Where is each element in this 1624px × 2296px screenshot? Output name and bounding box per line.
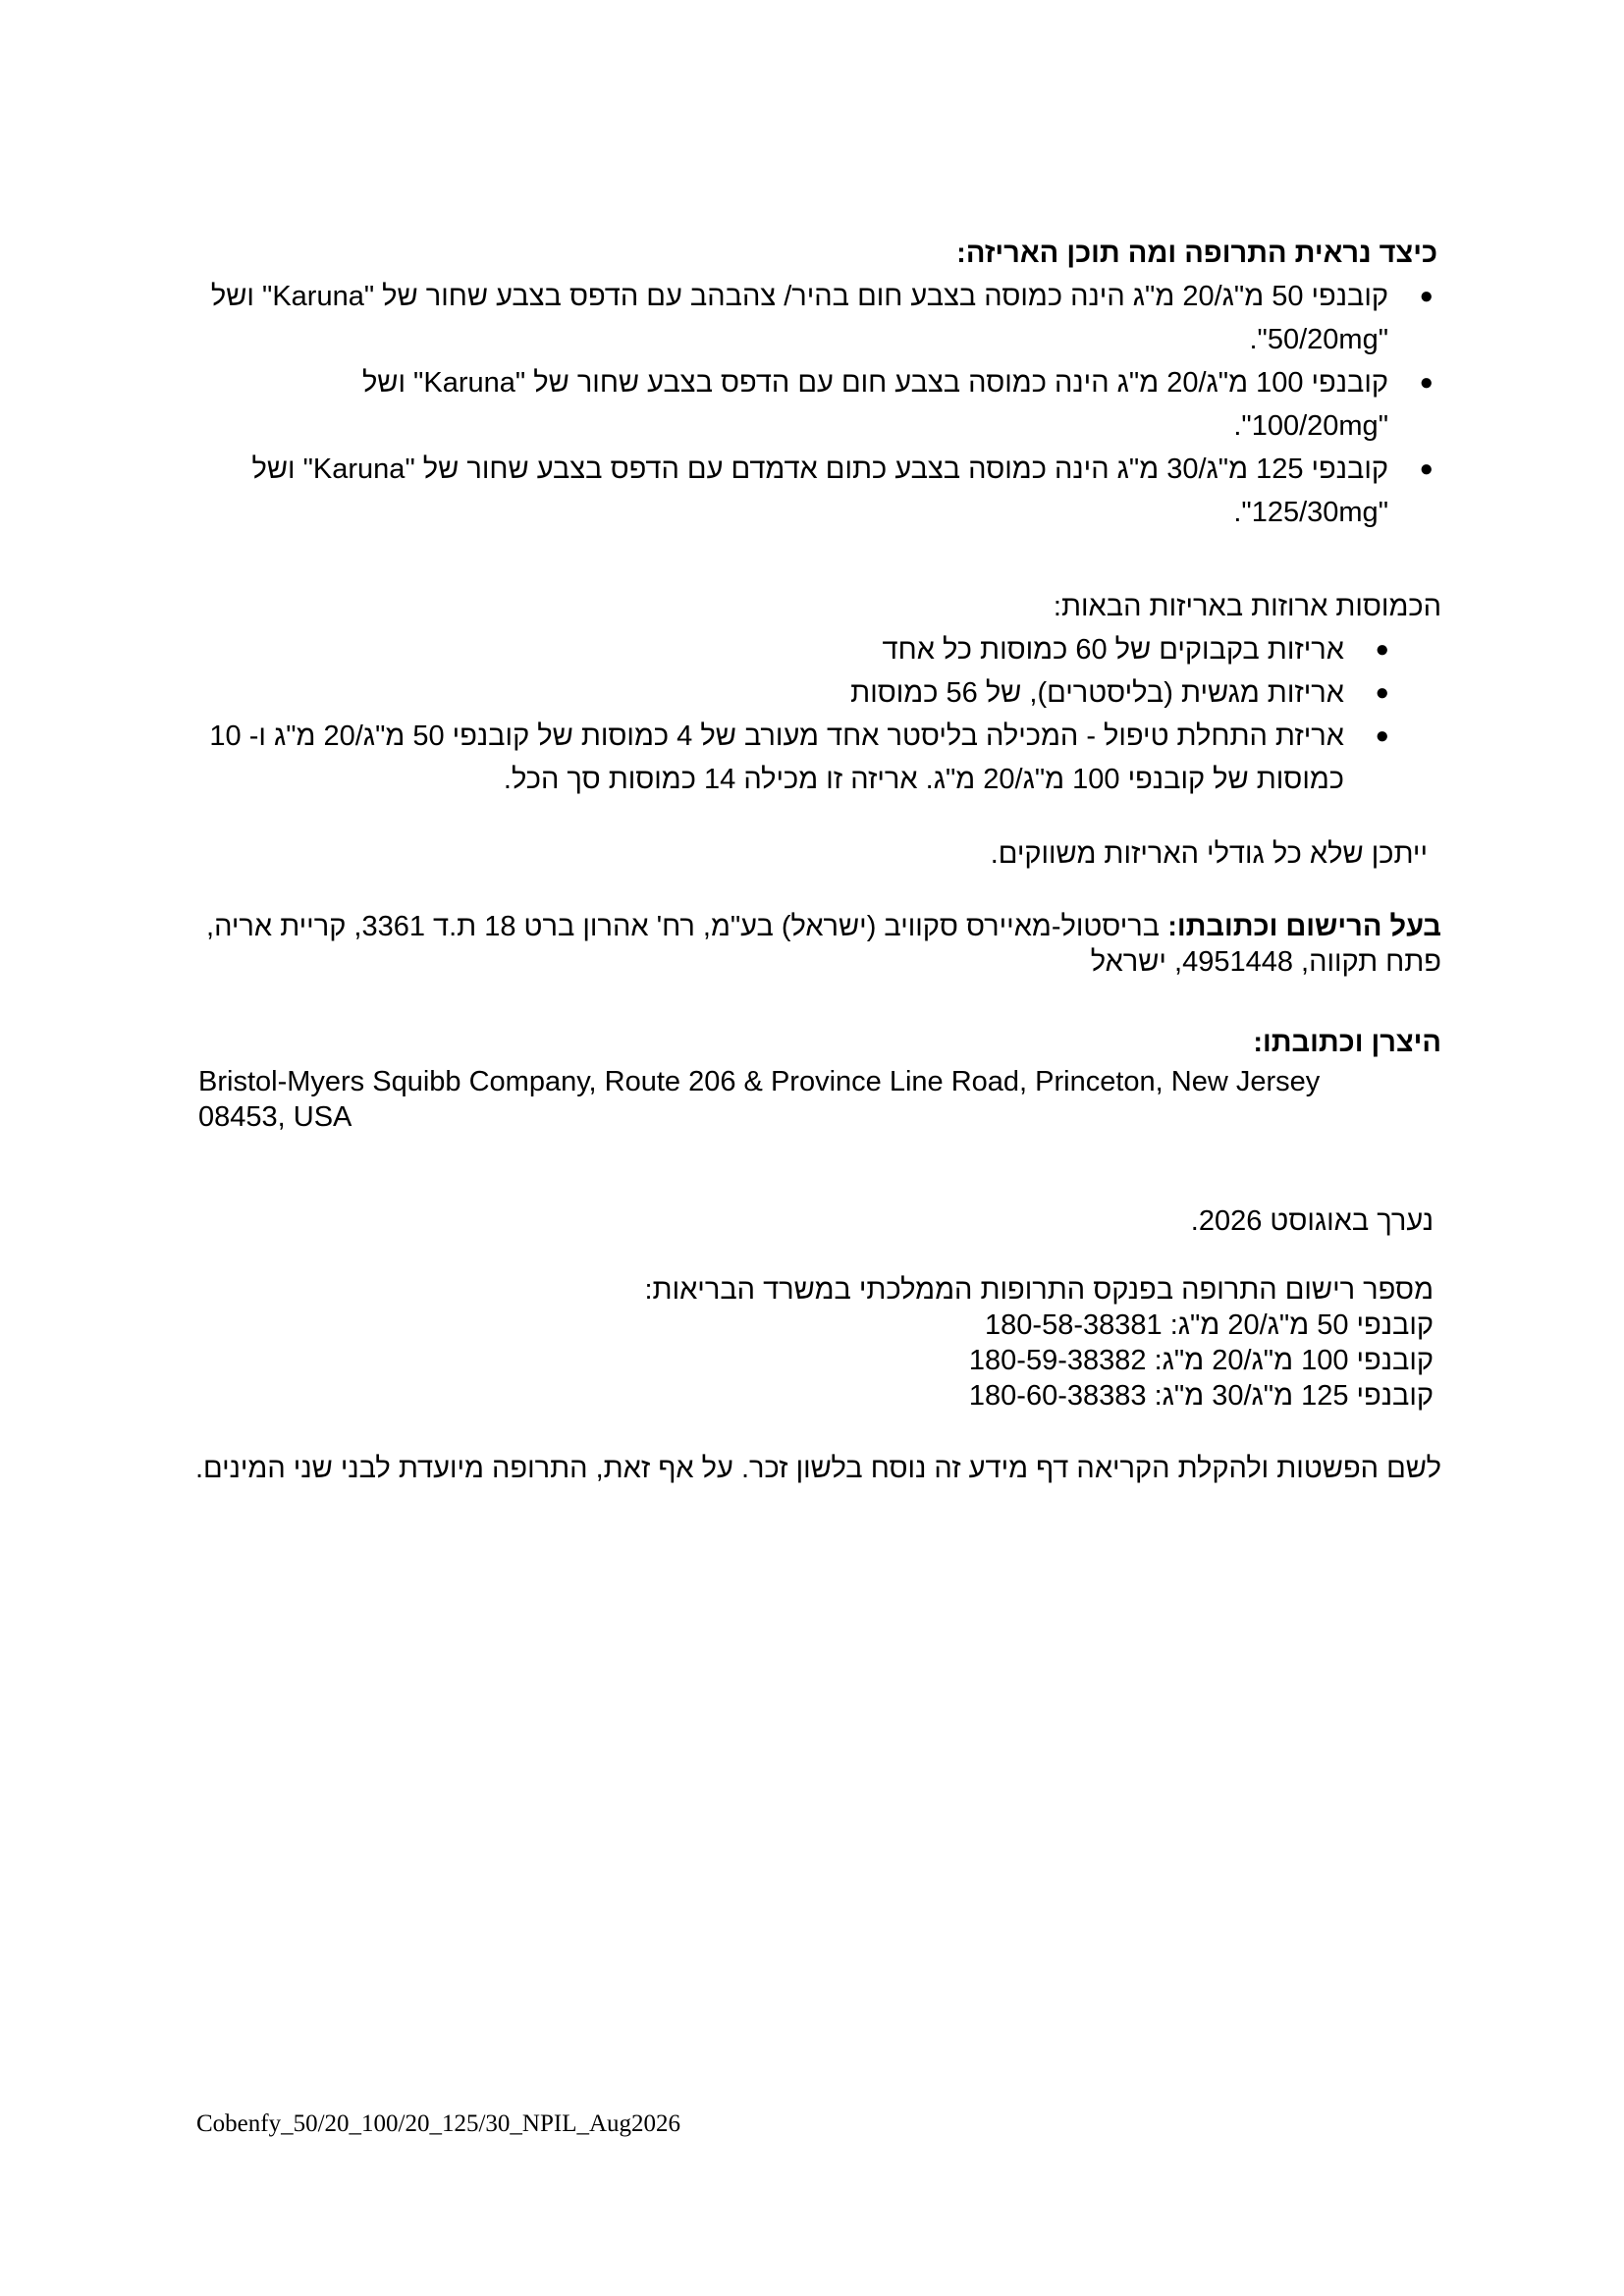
registration-holder-text: בריסטול-מאיירס סקוויב (ישראל) בע"מ, רח' אהרון ברט 18 ת.ד 3361, קריית אריה, [206, 911, 1168, 942]
bullet-icon: ● [1375, 636, 1389, 663]
list-item [195, 628, 1389, 671]
list-item [195, 715, 1389, 801]
bullet-icon: ● [1419, 369, 1434, 396]
appearance-heading: כיצד נראית התרופה ומה תוכן האריזה: [956, 238, 1437, 269]
list-item-line: "100/20mg". [1233, 410, 1388, 442]
registration-holder-line [185, 909, 1441, 944]
registration-holder [185, 909, 1441, 980]
document-footer: Cobenfy_50/20_100/20_125/30_NPIL_Aug2026 [196, 2110, 681, 2137]
registry-intro: מספר רישום התרופה בפנקס התרופות הממלכתי במשרד הבריאות: [644, 1274, 1434, 1306]
list-item-line: קובנפי 50 מ"ג/20 מ"ג הינה כמוסה בצבע חום בהיר/ צהבהב עם הדפס בצבע שחור של "Karuna" ושל [210, 281, 1388, 312]
registry-line: קובנפי 100 מ"ג/20 מ"ג: 180-59-38382 [968, 1345, 1434, 1376]
bullet-icon: ● [1419, 455, 1434, 482]
list-item-line: "125/30mg". [1233, 497, 1388, 528]
manufacturer-address-line: Bristol-Myers Squibb Company, Route 206 & Province Line Road, Princeton, New Jersey [198, 1066, 1321, 1097]
registry-line: קובנפי 50 מ"ג/20 מ"ג: 180-58-38381 [985, 1309, 1434, 1341]
manufacturer-address [198, 1064, 1320, 1135]
appearance-list [181, 275, 1434, 534]
registry-line: קובנפי 125 מ"ג/30 מ"ג: 180-60-38383 [968, 1380, 1434, 1412]
bullet-icon: ● [1375, 722, 1389, 749]
manufacturer-heading: היצרן וכתובתו: [1253, 1027, 1441, 1058]
list-item-line: אריזות מגשית (בליסטרים), של 56 כמוסות [850, 677, 1344, 709]
list-item [181, 361, 1434, 448]
packaging-note: ייתכן שלא כל גודלי האריזות משווקים. [990, 838, 1428, 870]
bullet-icon: ● [1419, 283, 1434, 309]
bullet-icon: ● [1375, 679, 1389, 706]
list-item-line: קובנפי 100 מ"ג/20 מ"ג הינה כמוסה בצבע חום עם הדפס בצבע שחור של "Karuna" ושל [361, 367, 1388, 399]
list-item-line: אריזות בקבוקים של 60 כמוסות כל אחד [882, 634, 1344, 666]
list-item [195, 671, 1389, 715]
list-item [181, 448, 1434, 534]
manufacturer-address-line: 08453, USA [198, 1101, 352, 1133]
list-item [181, 275, 1434, 361]
packaging-list [195, 628, 1389, 801]
packaging-intro: הכמוסות ארוזות באריזות הבאות: [1053, 591, 1441, 622]
list-item-line: "50/20mg". [1249, 324, 1388, 355]
prepared-date: נערך באוגוסט 2026. [1190, 1205, 1434, 1237]
registration-holder-address: פתח תקווה, 4951448, ישראל [1090, 946, 1441, 978]
list-item-line: כמוסות של קובנפי 100 מ"ג/20 מ"ג. אריזה זו מכילה 14 כמוסות סך הכל. [503, 764, 1344, 795]
gender-note: לשם הפשטות ולהקלת הקריאה דף מידע זה נוסח בלשון זכר. על אף זאת, התרופה מיועדת לבני שני המינים. [194, 1453, 1441, 1484]
list-item-line: קובנפי 125 מ"ג/30 מ"ג הינה כמוסה בצבע כתום אדמדם עם הדפס בצבע שחור של "Karuna" ושל [251, 454, 1388, 485]
list-item-line: אריזת התחלת טיפול - המכילה בליסטר אחד מעורב של 4 כמוסות של קובנפי 50 מ"ג/20 מ"ג ו- 10 [209, 721, 1344, 752]
registration-holder-label: בעל הרישום וכתובתו: [1167, 911, 1441, 942]
registry-block [644, 1272, 1434, 1414]
